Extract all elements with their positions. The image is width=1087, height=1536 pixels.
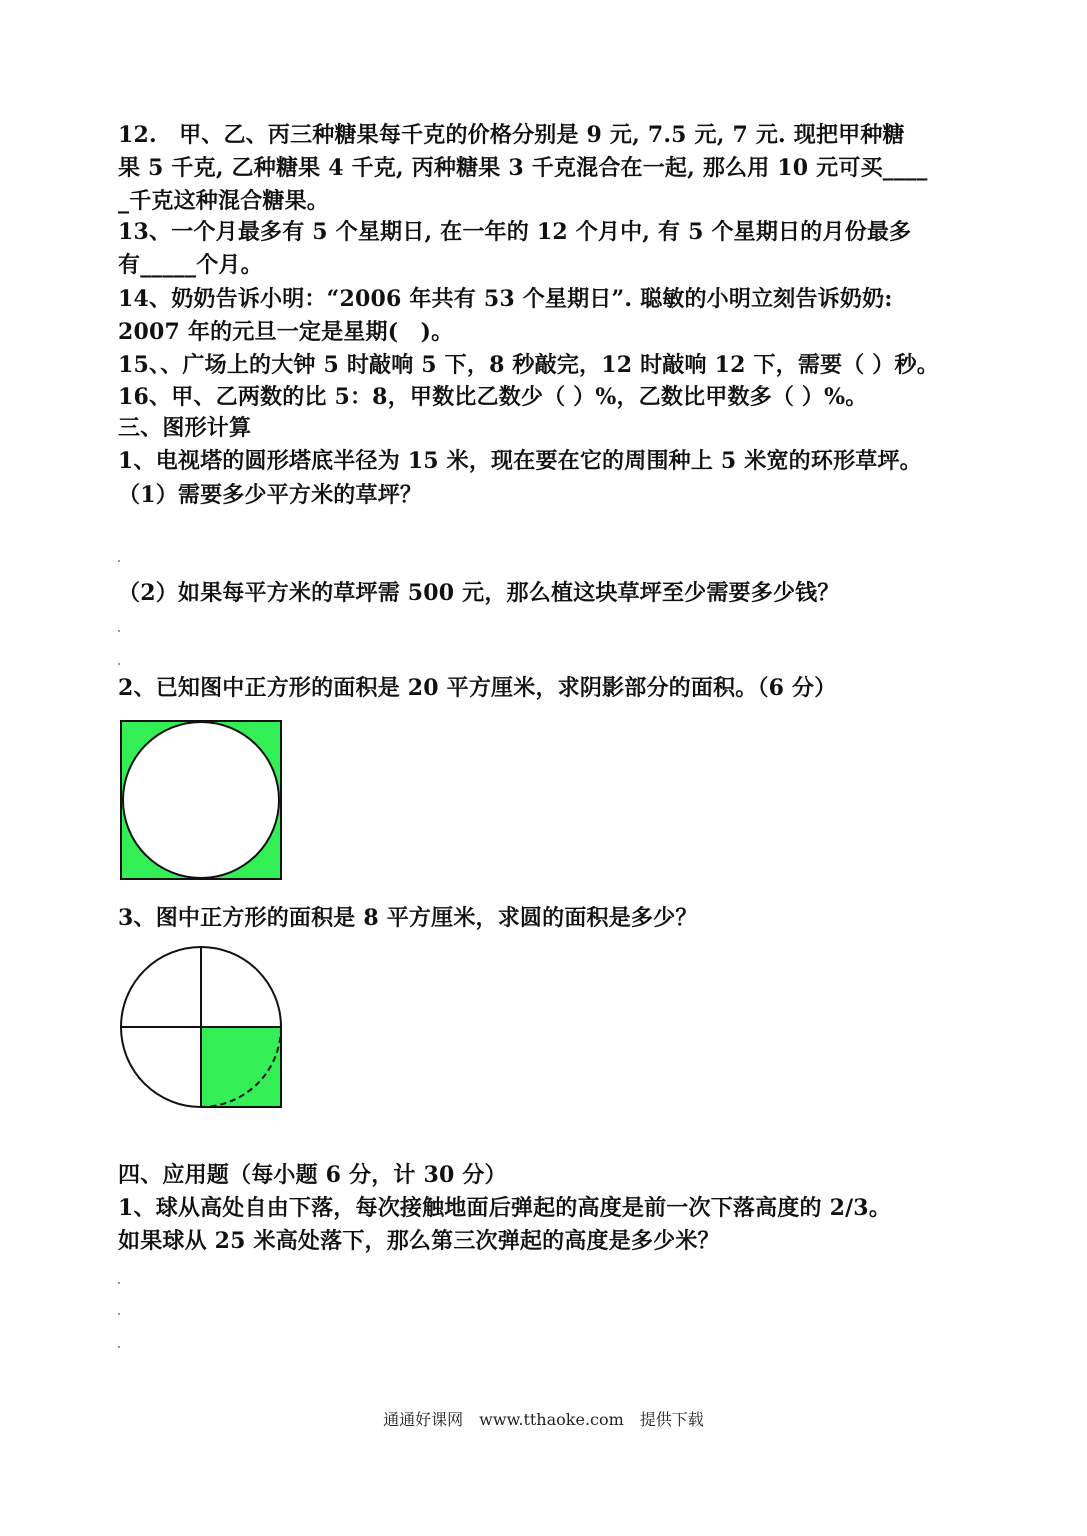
question-12-line-1: 12. 甲、乙、丙三种糖果每千克的价格分别是 9 元, 7.5 元, 7 元. 现把甲种糖: [118, 122, 905, 148]
question-14-line-2: 2007 年的元旦一定是星期( )。: [118, 319, 454, 345]
section-3-heading: 三、图形计算: [118, 415, 252, 441]
answer-space-mark: [118, 630, 120, 632]
answer-space-mark: [118, 560, 120, 562]
answer-space-mark: [118, 663, 120, 665]
question-13-line-1: 13、一个月最多有 5 个星期日, 在一年的 12 个月中, 有 5 个星期日的月份最多: [118, 219, 912, 245]
question-14-line-1: 14、奶奶告诉小明：“2006 年共有 53 个星期日”. 聪敏的小明立刻告诉奶奶:: [118, 286, 893, 312]
circle-quarters-figure: [118, 944, 288, 1112]
question-12-line-2: 果 5 千克, 乙种糖果 4 千克, 丙种糖果 3 千克混合在一起, 那么用 10 元可买____: [118, 155, 928, 181]
square-with-inscribed-circle-figure: [118, 718, 286, 884]
inscribed-circle: [123, 722, 279, 878]
page-footer: 通通好课网 www.tthaoke.com 提供下载: [383, 1410, 704, 1429]
application-question-1-line-2: 如果球从 25 米高处落下，那么第三次弹起的高度是多少米？: [118, 1228, 720, 1254]
shaded-quarter-square: [201, 1027, 281, 1107]
answer-space-mark: [118, 1346, 120, 1348]
geometry-question-1-part-1: （1）需要多少平方米的草坪？: [118, 482, 423, 508]
application-question-1-line-1: 1、球从高处自由下落，每次接触地面后弹起的高度是前一次下落高度的 2/3。: [118, 1195, 892, 1221]
answer-space-mark: [118, 1282, 120, 1284]
question-15: 15、、广场上的大钟 5 时敲响 5 下，8 秒敲完，12 时敲响 12 下，需要（ ）秒。: [118, 352, 939, 378]
answer-space-mark: [118, 1313, 120, 1315]
geometry-question-1: 1、电视塔的圆形塔底半径为 15 米，现在要在它的周围种上 5 米宽的环形草坪。: [118, 448, 922, 474]
question-13-line-2: 有_____个月。: [118, 252, 263, 278]
geometry-question-2: 2、已知图中正方形的面积是 20 平方厘米，求阴影部分的面积。（6 分）: [118, 675, 837, 701]
question-16: 16、甲、乙两数的比 5：8，甲数比乙数少（ ）%，乙数比甲数多（ ）%。: [118, 384, 868, 410]
geometry-question-1-part-2: （2）如果每平方米的草坪需 500 元，那么植这块草坪至少需要多少钱？: [118, 580, 840, 606]
question-12-line-3: _千克这种混合糖果。: [118, 188, 330, 214]
geometry-question-3: 3、图中正方形的面积是 8 平方厘米，求圆的面积是多少？: [118, 905, 698, 931]
section-4-heading: 四、应用题（每小题 6 分，计 30 分）: [118, 1162, 507, 1188]
